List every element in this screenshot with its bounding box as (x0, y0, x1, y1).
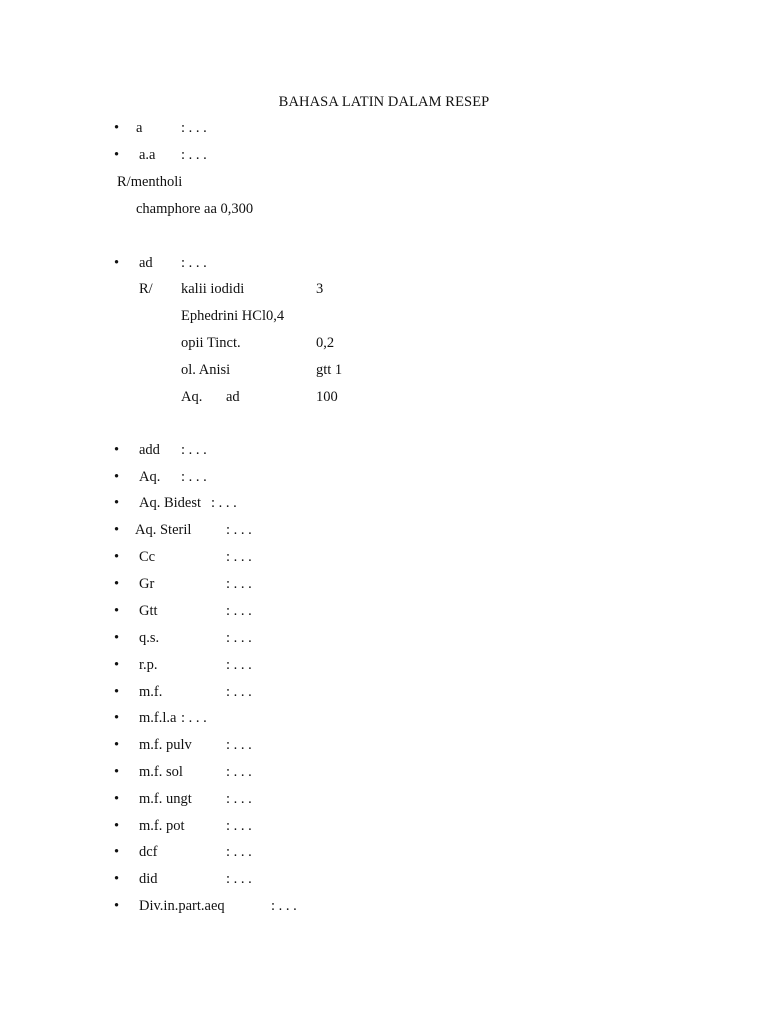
bullet-marker: • (114, 255, 120, 271)
bullet-marker: • (114, 764, 120, 780)
bullet-marker: • (114, 442, 120, 458)
term-label: m.f. pulv (139, 737, 192, 753)
term-label: m.f. ungt (139, 791, 192, 807)
ingredient-name: ol. Anisi (181, 362, 231, 378)
bullet-marker: • (114, 549, 120, 565)
recipe-line: R/mentholi (117, 174, 183, 190)
term-label: a.a (139, 147, 156, 163)
term-label: Div.in.part.aeq (139, 898, 225, 914)
term-label: a (136, 120, 143, 136)
term-label: Cc (139, 549, 156, 565)
definition-placeholder: : . . . (181, 120, 207, 136)
ingredient-name: kalii iodidi (181, 281, 245, 297)
term-label: dcf (139, 844, 158, 860)
term-label: ad (139, 255, 153, 271)
bullet-marker: • (114, 710, 120, 726)
definition-placeholder: : . . . (211, 495, 237, 511)
ingredient-qty: gtt 1 (316, 362, 343, 378)
bullet-marker: • (114, 576, 120, 592)
definition-placeholder: : . . . (181, 255, 207, 271)
term-label: q.s. (139, 630, 160, 646)
bullet-marker: • (114, 871, 120, 887)
ingredient-qty: 0,2 (316, 335, 335, 351)
term-label: Aq. Steril (135, 522, 192, 538)
bullet-marker: • (114, 898, 120, 914)
ingredient-qty: 3 (316, 281, 324, 297)
definition-placeholder: : . . . (226, 871, 252, 887)
term-label: m.f. (139, 684, 163, 700)
bullet-marker: • (114, 844, 120, 860)
page-title: BAHASA LATIN DALAM RESEP (278, 94, 490, 110)
definition-placeholder: : . . . (226, 844, 252, 860)
definition-placeholder: : . . . (226, 522, 252, 538)
definition-placeholder: : . . . (226, 764, 252, 780)
term-label: did (139, 871, 158, 887)
term-label: Gtt (139, 603, 158, 619)
definition-placeholder: : . . . (226, 791, 252, 807)
bullet-marker: • (114, 630, 120, 646)
term-label: m.f. sol (139, 764, 183, 780)
recipe-line: champhore aa 0,300 (136, 201, 254, 217)
bullet-marker: • (114, 522, 120, 538)
definition-placeholder: : . . . (181, 147, 207, 163)
term-label: m.f.l.a (139, 710, 177, 726)
bullet-marker: • (114, 737, 120, 753)
term-label: m.f. pot (139, 818, 185, 834)
ingredient-mid: ad (226, 389, 240, 405)
definition-placeholder: : . . . (271, 898, 297, 914)
definition-placeholder: : . . . (181, 442, 207, 458)
bullet-marker: • (114, 120, 120, 136)
bullet-marker: • (114, 818, 120, 834)
definition-placeholder: : . . . (226, 549, 252, 565)
bullet-marker: • (114, 684, 120, 700)
definition-placeholder: : . . . (181, 710, 207, 726)
definition-placeholder: : . . . (226, 818, 252, 834)
ingredient-name: Aq. (181, 389, 203, 405)
bullet-marker: • (114, 657, 120, 673)
bullet-marker: • (114, 791, 120, 807)
definition-placeholder: : . . . (181, 469, 207, 485)
definition-placeholder: : . . . (226, 737, 252, 753)
definition-placeholder: : . . . (226, 657, 252, 673)
definition-placeholder: : . . . (226, 576, 252, 592)
term-label: r.p. (139, 657, 158, 673)
definition-placeholder: : . . . (226, 603, 252, 619)
ingredient-name: Ephedrini HCl0,4 (181, 308, 285, 324)
ingredient-name: opii Tinct. (181, 335, 241, 351)
bullet-marker: • (114, 495, 120, 511)
definition-placeholder: : . . . (226, 684, 252, 700)
term-label: Aq. (139, 469, 161, 485)
definition-placeholder: : . . . (226, 630, 252, 646)
bullet-marker: • (114, 603, 120, 619)
term-label: add (139, 442, 160, 458)
recipe-prefix: R/ (139, 281, 153, 297)
term-label: Aq. Bidest (139, 495, 202, 511)
bullet-marker: • (114, 469, 120, 485)
ingredient-qty: 100 (316, 389, 338, 405)
term-label: Gr (139, 576, 155, 592)
bullet-marker: • (114, 147, 120, 163)
